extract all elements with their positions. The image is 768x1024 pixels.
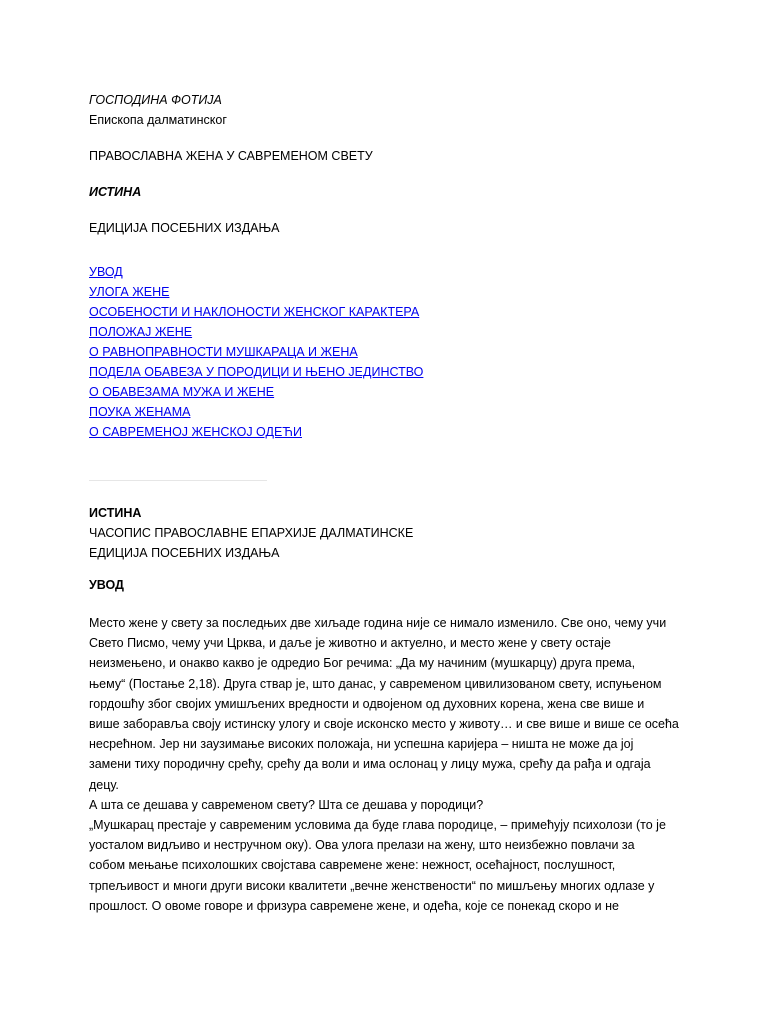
toc-link-pouka-zenama[interactable]: ПОУКА ЖЕНАМА [89,405,191,419]
author-name: ГОСПОДИНА ФОТИЈА [89,93,222,107]
edition-label: ЕДИЦИЈА ПОСЕБНИХ ИЗДАЊА [89,221,280,235]
body-line: „Мушкарац престаје у савременим условима да буде глава породице, – примећују психолози (то је [89,818,666,833]
body-line: неизмењено, и онакво какво је одредио Бог речима: „Да му начиним (мушкарцу) друга према, [89,656,636,671]
toc-link-uloga-zene[interactable]: УЛОГА ЖЕНЕ [89,285,170,299]
document-page [89,90,689,916]
section-edition: ЕДИЦИЈА ПОСЕБНИХ ИЗДАЊА [89,546,280,560]
toc-link-polozaj-zene[interactable]: ПОЛОЖАЈ ЖЕНЕ [89,325,193,339]
body-line: уосталом видљиво и нестручном оку). Ова улога прелази на жену, што неизбежно повлачи за [89,838,635,853]
section-journal-name: ИСТИНА [89,506,142,520]
body-line: гордошћу због својих умишљених вредности и одвојеном од духовних корена, жена све више и [89,696,645,711]
body-line: прошлост. О овоме говоре и фризура савремене жене, и одећа, које се понекад скоро и не [89,898,619,913]
body-line: више заборавља своју истинску улогу и своје исконско место у животу… и све више и више се осећа [89,717,679,732]
book-title: ПРАВОСЛАВНА ЖЕНА У САВРЕМЕНОМ СВЕТУ [89,149,373,163]
body-line: њему“ (Постање 2,18). Друга ствар је, што данас, у савременом цивилизованом свету, испуњеном [89,676,662,691]
toc-link-podela-obaveza[interactable]: ПОДЕЛА ОБАВЕЗА У ПОРОДИЦИ И ЊЕНО ЈЕДИНСТВО [89,365,424,379]
toc-link-osobenosti[interactable]: ОСОБЕНОСТИ И НАКЛОНОСТИ ЖЕНСКОГ КАРАКТЕРА [89,305,420,319]
section-subtitle: ЧАСОПИС ПРАВОСЛАВНЕ ЕПАРХИЈЕ ДАЛМАТИНСКЕ [89,526,414,540]
section-heading: УВОД [89,578,124,592]
author-title: Епископа далматинског [89,113,227,127]
body-line: Место жене у свету за последњих две хиљаде година није се нимало изменило. Све оно, чему учи [89,616,667,630]
section-divider [89,480,267,481]
journal-name: ИСТИНА [89,185,142,199]
toc-link-obaveze-muza-zene[interactable]: О ОБАВЕЗАМА МУЖА И ЖЕНЕ [89,385,275,399]
body-line: замени тиху породичну срећу, срећу да воли и има ослонац у лицу мужа, срећу да рађа и одгаја [89,757,651,772]
body-line: децу. [89,777,119,792]
body-line: трпељивост и многи други високи квалитети „вечне женствености“ по мишљењу многих одлазе у [89,878,655,893]
toc-link-zenska-odeca[interactable]: О САВРЕМЕНОЈ ЖЕНСКОЈ ОДЕЋИ [89,425,302,439]
body-paragraphs [89,613,689,916]
body-line: А шта се дешава у савременом свету? Шта се дешава у породици? [89,797,484,812]
body-line: несрећном. Јер ни заузимање високих положаја, ни успешна каријера – ништа не може да јој [89,737,634,752]
table-of-contents [89,262,689,442]
body-line: Свето Писмо, чему учи Црква, и даље је животно и актуелно, и место жене у свету остаје [89,636,611,651]
toc-link-uvod[interactable]: УВОД [89,265,123,279]
toc-link-ravnopravnost[interactable]: О РАВНОПРАВНОСТИ МУШКАРАЦА И ЖЕНА [89,345,358,359]
body-line: собом мењање психолошких својстава савремене жене: нежност, осећајност, послушност, [89,858,616,873]
